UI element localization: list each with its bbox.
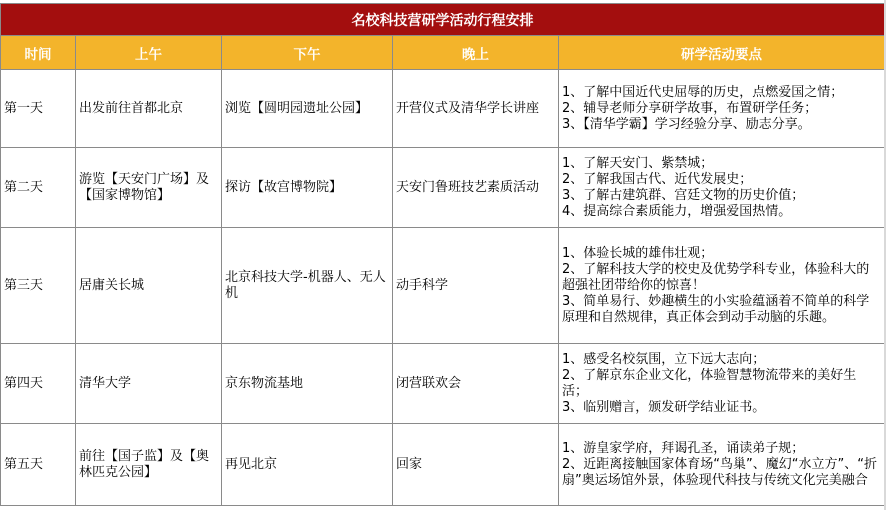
day-cell[interactable]: 第一天 [1, 70, 76, 148]
header-row [1, 36, 885, 70]
header-time[interactable]: 时间 [1, 36, 76, 70]
notes-cell[interactable]: 1、体验长城的雄伟壮观； 2、了解科技大学的校史及优势学科专业，体验科大的超强社团带给你的惊喜！ 3、简单易行、妙趣横生的小实验蕴涵着不简单的科学原理和自然规律，真正体会到动手动脑的乐趣。 [559, 228, 885, 344]
header-morning[interactable]: 上午 [76, 36, 222, 70]
table-row [1, 148, 885, 228]
morning-cell[interactable]: 前往【国子监】及【奥林匹克公园】 [76, 424, 222, 506]
afternoon-cell[interactable]: 再见北京 [222, 424, 393, 506]
day-cell[interactable]: 第二天 [1, 148, 76, 228]
morning-cell[interactable]: 出发前往首都北京 [76, 70, 222, 148]
evening-cell[interactable]: 开营仪式及清华学长讲座 [393, 70, 559, 148]
evening-cell[interactable]: 天安门鲁班技艺素质活动 [393, 148, 559, 228]
afternoon-cell[interactable]: 探访【故宫博物院】 [222, 148, 393, 228]
day-cell[interactable]: 第五天 [1, 424, 76, 506]
day-cell[interactable]: 第四天 [1, 344, 76, 424]
notes-cell[interactable]: 1、了解天安门、紫禁城； 2、了解我国古代、近代发展史； 3、了解古建筑群、宫廷文物的历史价值； 4、提高综合素质能力，增强爱国热情。 [559, 148, 885, 228]
header-evening[interactable]: 晚上 [393, 36, 559, 70]
afternoon-cell[interactable]: 京东物流基地 [222, 344, 393, 424]
table-row [1, 424, 885, 506]
schedule-table [0, 3, 885, 506]
afternoon-cell[interactable]: 浏览【圆明园遗址公园】 [222, 70, 393, 148]
day-cell[interactable]: 第三天 [1, 228, 76, 344]
table-row [1, 228, 885, 344]
table-row [1, 70, 885, 148]
header-afternoon[interactable]: 下午 [222, 36, 393, 70]
afternoon-cell[interactable]: 北京科技大学-机器人、无人机 [222, 228, 393, 344]
morning-cell[interactable]: 清华大学 [76, 344, 222, 424]
morning-cell[interactable]: 游览【天安门广场】及【国家博物馆】 [76, 148, 222, 228]
notes-cell[interactable]: 1、了解中国近代史屈辱的历史，点燃爱国之情； 2、辅导老师分享研学故事，布置研学任务； 3、【清华学霸】学习经验分享、励志分享。 [559, 70, 885, 148]
notes-cell[interactable]: 1、感受名校氛围，立下远大志向； 2、了解京东企业文化，体验智慧物流带来的美好生活； 3、临别赠言，颁发研学结业证书。 [559, 344, 885, 424]
morning-cell[interactable]: 居庸关长城 [76, 228, 222, 344]
header-notes[interactable]: 研学活动要点 [559, 36, 885, 70]
title-row [1, 4, 885, 36]
evening-cell[interactable]: 闭营联欢会 [393, 344, 559, 424]
evening-cell[interactable]: 回家 [393, 424, 559, 506]
table-title[interactable]: 名校科技营研学活动行程安排 [1, 4, 885, 36]
table-row [1, 344, 885, 424]
notes-cell[interactable]: 1、游皇家学府，拜谒孔圣，诵读弟子规； 2、近距离接触国家体育场“鸟巢”、魔幻“水立方”、“折扇”奥运场馆外景，体验现代科技与传统文化完美融合 [559, 424, 885, 506]
evening-cell[interactable]: 动手科学 [393, 228, 559, 344]
